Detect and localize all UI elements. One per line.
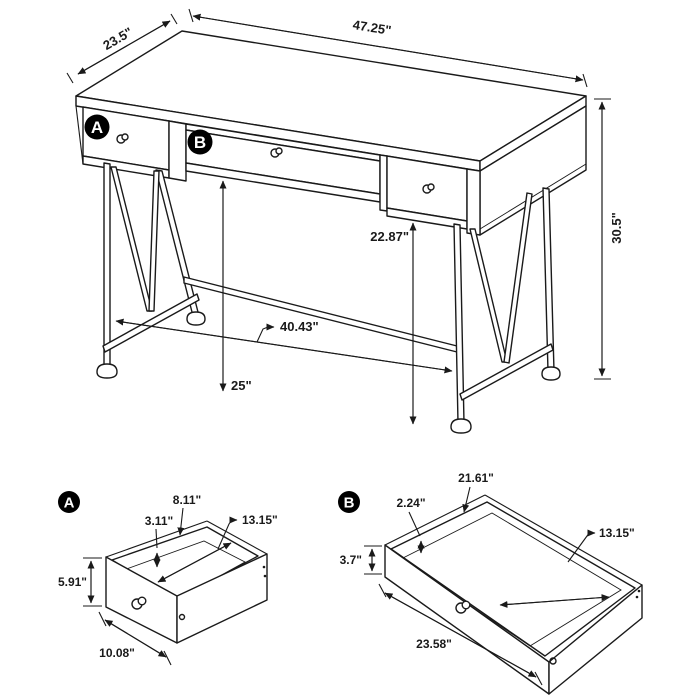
desk-divider-br <box>380 155 387 211</box>
desk-badge-a <box>85 115 110 140</box>
b-dim-inner-depth-label: 13.15" <box>599 526 635 540</box>
a-dim-top-width-label: 8.11" <box>172 493 202 507</box>
detail-a-badge-letter: A <box>63 494 75 512</box>
right-v-brace-arm1 <box>470 229 507 362</box>
badge-a-letter: A <box>90 118 104 137</box>
front-stretcher <box>184 277 457 352</box>
b-box-dot2 <box>638 590 641 593</box>
b-dim-inner-height-label: 2.24" <box>396 496 426 510</box>
desk-drawing <box>67 9 624 433</box>
left-back-foot <box>187 312 205 325</box>
b-box-back-rim <box>485 495 642 585</box>
drawer-a-detail <box>58 491 278 665</box>
a-box-side-panel <box>177 554 267 643</box>
left-front-foot <box>97 364 117 378</box>
b-box-front-panel <box>385 545 549 694</box>
b-dim-front-height-label: 3.7" <box>339 553 362 567</box>
right-back-foot <box>542 367 560 380</box>
a-dim-front-height-label: 5.91" <box>57 575 87 589</box>
left-front-leg <box>104 163 110 369</box>
b-dim-front-height <box>340 546 382 574</box>
left-back-leg <box>156 170 199 316</box>
left-leg-unit <box>97 163 205 378</box>
dim-drawer-clearance-label: 22.87" <box>370 229 409 244</box>
a-dim-inner-height-label: 3.11" <box>144 514 174 528</box>
dim-depth-label: 23.5" <box>100 24 136 53</box>
dim-width-label: 47.25" <box>351 17 393 38</box>
right-back-leg <box>543 188 554 371</box>
dim-height <box>594 99 624 379</box>
left-v-brace-arm1 <box>111 167 152 311</box>
dim-leg-span-leader <box>257 327 268 342</box>
dim-knee-clearance-label: 25" <box>231 378 252 393</box>
b-box-side-panel <box>549 585 642 694</box>
a-dim-front-width-label: 10.08" <box>99 646 135 660</box>
left-v-brace-arm2 <box>149 171 159 311</box>
a-dim-inner-depth-label: 13.15" <box>242 513 278 527</box>
dim-leg-span-label: 40.43" <box>280 319 319 334</box>
detail-b-badge <box>338 491 360 513</box>
desk-left-case-edge <box>76 106 83 164</box>
badge-b-letter: B <box>193 133 207 152</box>
drawer-b-detail <box>338 471 642 694</box>
desk-badge-b <box>188 130 213 155</box>
a-box-dot1 <box>263 566 266 569</box>
dim-knee-clearance <box>223 181 252 393</box>
detail-a-badge <box>58 491 80 513</box>
desk-divider-ab <box>169 121 186 181</box>
dim-drawer-clearance <box>370 223 413 424</box>
dim-height-label: 30.5" <box>609 212 624 244</box>
dim-leg-span <box>116 319 452 371</box>
desk-right-stile <box>467 169 480 235</box>
b-dim-inner-depth <box>500 526 635 605</box>
right-front-foot <box>451 419 471 433</box>
detail-b-badge-letter: B <box>343 494 355 512</box>
a-box-dot2 <box>264 575 267 578</box>
a-dim-front-height <box>58 558 102 606</box>
b-dim-front-width-label: 23.58" <box>416 637 452 651</box>
b-box-dot1 <box>636 596 639 599</box>
b-dim-top-width-label: 21.61" <box>458 471 494 485</box>
